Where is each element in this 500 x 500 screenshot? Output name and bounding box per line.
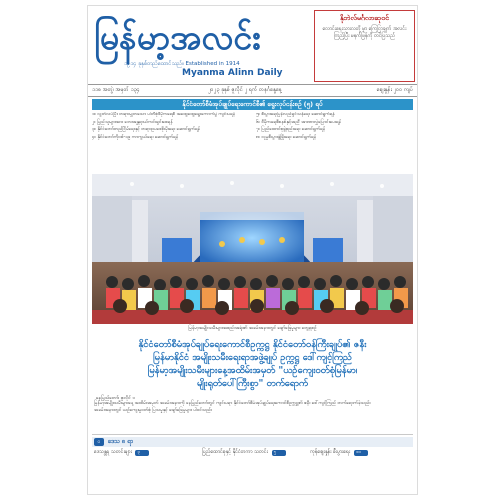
promo-body: လောင်းရေးသားလတို့ မှာ ကြေငြာချက် အလင်းကြည့်ပြီး မနက်ဖြန်ကို တင်ပြသည် (322, 26, 407, 39)
logo-subtitle: ၁၉၁၄ ခုနှစ်တည်ထောင်သည်။ Established in 1914 (124, 61, 240, 67)
logo-text: မြန်မာ့အလင်း (94, 18, 261, 58)
index-bar (92, 437, 413, 447)
index-item[interactable] (310, 449, 410, 489)
headline-line: မျိုးရုတ်ပေါ်ကြီးစွာ" တက်ရောက် (196, 378, 309, 389)
photo-caption: မြန်မာ့အမျိုးသမီးများအစည်းအရုံး၏ အခမ်းအနားတွင် ဖျော်ဖြေမှုများ တွေ့ရစဉ် (188, 326, 317, 331)
index-badge: ၀ (94, 438, 104, 446)
newspaper-logo[interactable] (94, 12, 312, 78)
byline: နေပြည်တော်၊ ဇူလိုင် ၁ (96, 396, 136, 401)
objectives-column-right (256, 112, 413, 172)
promo-title: နိုဘဲလ်မင်္ဂလာဆုဝင် (340, 14, 389, 22)
objective-item: ၈။ လူမှုစီးပွားဖွံ့ဖြိုးရေး ဆောင်ရွက်ရန် (256, 134, 317, 140)
article-paragraph: မြန်မာ့အမျိုးသမီးများနေ့ အထိမ်းအမှတ် အခမ်းအနားကို နေပြည်တော်တွင် ကျင်းပရာ နိုင်ငံတော်စီမံအုပ်ချုပ်ရေးကောင်စီဥက္ကဋ္ဌ၏ ဇနီး ဒေါ်ကျင့်ကြည် တက်ရောက်ခဲ့သည်။ (94, 401, 371, 406)
index-items (92, 449, 413, 489)
masthead (88, 6, 417, 98)
index-item-text: ဒေသန္တရ သတင်းများ (94, 449, 132, 455)
dateline (88, 84, 417, 97)
lead-headline[interactable] (98, 338, 407, 390)
index-item-page: ၁၀ (354, 450, 368, 456)
objectives-columns (92, 112, 413, 172)
objective-item: ၂။ ပြည်သူများအား ဘေးအန္တရာယ်ကင်းရှင်းစေရန် (92, 119, 173, 125)
objective-item: ၇။ ပြည်ထောင်စုဖွဲ့စည်းရေး ဆောင်ရွက်ရန် (256, 127, 326, 133)
objectives-column-left (92, 112, 249, 172)
issue-number: ၁၁၈ အတွဲ၊ အမှတ် ၁၃၄ (92, 87, 140, 93)
event-hall-photo (92, 174, 413, 324)
index-item[interactable] (94, 449, 194, 489)
index-item[interactable] (202, 449, 302, 489)
index-item-text: ပြည်ထောင်စုနှင့် နိုင်ငံတကာ သတင်း (202, 449, 268, 455)
objective-item: ၃။ နိုင်ငံတော်တည်ငြိမ်ရေးနှင့် တရားဥပဒေစိုးမိုးရေး ဆောင်ရွက်ရန် (92, 127, 200, 133)
objectives-banner: နိုင်ငံတော်စီမံအုပ်ချုပ်ရေးကောင်စီ၏ ရွေးလုပ်ငန်းစဉ် (၅) ရပ် (92, 99, 413, 110)
objective-item: ၁။ လွတ်လပ်ပြီး တရားမျှတသော ပါတီစုံဒီမိုကရေစီ အထွေထွေရွေးကောက်ပွဲ ကျင်းပရန် (92, 112, 236, 117)
issue-price: ဈေးနှုန်း ၂၀၀ ကျပ် (376, 87, 413, 93)
page-index (92, 434, 413, 491)
lead-photo[interactable] (92, 174, 413, 324)
objective-item: ၄။ နိုင်ငံတော်ကိုဗစ်-၁၉ ကာကွယ်ရေး ဆောင်ရွက်ရန် (92, 134, 179, 140)
logo-english-title: Myanma Alinn Daily (182, 68, 283, 78)
issue-date: ၂၀၂၃ ခုနှစ် ဇူလိုင် ၂ ရက် တနင်္ဂနွေနေ့ (208, 87, 282, 93)
objective-item: ၅။ စီးပွားရေးပြန်လည်ရှင်သန်ရေး ဆောင်ရွက်ရန် (256, 112, 335, 117)
headline-line: နိုင်ငံတော်စီမံအုပ်ချုပ်ရေးကောင်စီဥက္ကဋ္ဌ နိုင်ငံတော်ဝန်ကြီးချုပ်၏ ဇနီး (138, 339, 367, 350)
headline-line: မြန်မာ့အမျိုးသမီးများနေ့အထိမ်းအမှတ် "ယဉ်ကျေးဝတ်စုံမြန်မာ၊ (147, 365, 358, 376)
headline-line: မြန်မာနိုင်ငံ အမျိုးသမီးရေးရာအဖွဲ့ချုပ် ဥက္ကဋ္ဌ ဒေါ်ကျင့်ကြည် (153, 352, 352, 363)
newspaper-front-page (88, 6, 417, 494)
promo-box[interactable] (314, 10, 415, 82)
article-paragraph: အခမ်းအနားတွင် ယဉ်ကျေးမှုဝတ်စုံ ပြသမှုနှင့် ဖျော်ဖြေမှုများ ပါဝင်သည်။ (94, 408, 213, 414)
index-item-page: ၃ (135, 450, 149, 456)
index-label: ဒေသ ၈ ရာ (108, 438, 134, 445)
article-body (94, 401, 411, 416)
index-item-page: ၅ (272, 450, 286, 456)
objective-item: ၆။ ဒီမိုကရေစီစနစ်နှင့်အညီ အာဏာလွှဲပြောင်းပေးရန် (256, 119, 342, 125)
index-item-text: ကုန်ဈေးနှုန်း စီးပွားရေး (310, 449, 351, 455)
